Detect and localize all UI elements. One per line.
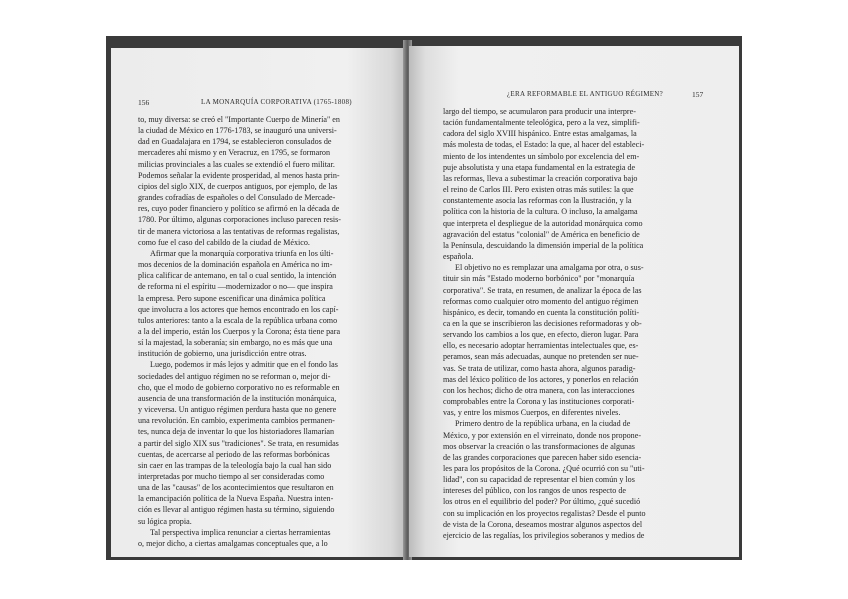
text-line: Tal perspectiva implica renunciar a ciertas herramientas <box>150 527 331 537</box>
right-page <box>409 46 739 557</box>
text-line: una revolución. En cambio, experimenta cambios permanen- <box>138 416 335 426</box>
text-line: interpretadas por mucho tiempo al ser consideradas como <box>138 472 325 481</box>
text-line: con los hechos; dicho de otra manera, con las interacciones <box>443 385 635 395</box>
text-line: que involucra a los actores que hemos encontrado en los capí- <box>138 304 339 314</box>
text-line: mas del léxico político de los actores, y ponerlos en relación <box>443 374 639 384</box>
text-line: lidad", con su capacidad de representar el bien común y los <box>443 475 635 485</box>
text-line: 1780. Por último, algunas corporaciones incluso parecen resis- <box>138 215 341 225</box>
text-line: sin caer en las trampas de la teleología bajo la cual han sido <box>138 460 332 470</box>
text-line: española. <box>443 252 474 262</box>
text-line: cadora del siglo XVIII hispánico. Entre estas amalgamas, la <box>443 129 637 139</box>
text-line: plica calificar de antemano, en tal o cual sentido, la intención <box>138 271 337 281</box>
text-line: intereses del público, con los rangos de unos respecto de <box>443 486 626 496</box>
running-head-left: LA MONARQUÍA CORPORATIVA (1765-1808) <box>201 98 352 106</box>
text-line: cho, que el modo de gobierno corporativo no es reformable en <box>138 382 340 392</box>
text-line: las reformas, lleva a subestimar la creación corporativa bajo <box>443 173 638 183</box>
text-line: grandes cofradías de españoles o del Consulado de Mercade- <box>138 193 336 203</box>
page-number-left: 156 <box>138 98 150 107</box>
text-line: mos observar la creación o las transformaciones de algunas <box>443 441 635 451</box>
text-line: mercaderes ahí mismo y en Veracruz, en 1795, se formaron <box>138 148 331 158</box>
text-line: cipios del siglo XIX, de cuerpos antiguos, por ejemplo, de las <box>138 181 338 191</box>
text-line: más molesta de todas, el Estado: la que, al hacer del estableci- <box>443 140 645 150</box>
text-line: largo del tiempo, se acumularon para producir una interpre- <box>443 107 636 116</box>
text-line: tación fundamentalmente teleológica, pero a la vez, simplifi- <box>443 118 640 128</box>
text-line: hispánico, es decir, tomando en cuenta la constitución políti- <box>443 307 640 317</box>
left-body-text <box>138 114 394 549</box>
text-line: los otros en el equilibrio del poder? Por último, ¿qué sucedió <box>443 497 641 507</box>
text-line: peramos, sean más adecuadas, aunque no pretenden ser nue- <box>443 352 639 362</box>
text-line: corporativa". Se trata, en resumen, de analizar la época de las <box>443 285 642 295</box>
text-line: tes, nunca deja de inventar lo que los historiadores llamarían <box>138 427 334 437</box>
text-line: res, cuyo poder financiero y político se afirmó en la década de <box>138 204 340 214</box>
text-line: vas, y entre los mismos Cuerpos, en diferentes niveles. <box>443 408 621 418</box>
text-line: a partir del siglo XIX sus "tradiciones". Se trata, en resumidas <box>138 438 339 448</box>
text-line: tituir sin más "Estado moderno borbónico" por "monarquía <box>443 274 635 284</box>
text-line: reformas como cualquier otro momento del antiguo régimen <box>443 296 639 306</box>
text-line: el reino de Carlos III. Pero existen otras más sutiles: la que <box>443 185 634 195</box>
text-line: una de las "causas" de los acontecimientos que resultaron en <box>138 483 334 493</box>
text-line: su lógica propia. <box>138 516 192 526</box>
page-number-right: 157 <box>692 90 704 99</box>
text-line: miento de los intendentes un símbolo por excelencia del em- <box>443 151 640 161</box>
text-line: vas. Se trata de utilizar, como hasta ahora, algunos paradig- <box>443 363 636 373</box>
text-line: to, muy diversa: se creó el "Importante Cuerpo de Minería" en <box>138 115 340 124</box>
left-page <box>111 48 406 557</box>
text-line: ejercicio de las regalías, los privilegios soberanos y medios de <box>443 530 645 540</box>
text-line: ausencia de una transformación de la institución monárquica, <box>138 393 337 403</box>
text-line: sí la majestad, la soberanía; sin embargo, no es más que una <box>138 338 333 348</box>
text-line: de reforma ni el espíritu —modernizador o no— que inspira <box>138 282 333 292</box>
text-line: Luego, podemos ir más lejos y admitir que en el fondo las <box>150 360 338 370</box>
text-line: El objetivo no es remplazar una amalgama por otra, o sus- <box>455 263 644 273</box>
text-line: milicias provinciales a las cuales se extendió el fuero militar. <box>138 159 335 169</box>
text-line: les para los propósitos de la Corona. ¿Qué ocurrió con su "uti- <box>443 464 645 473</box>
text-line: Afirmar que la monarquía corporativa triunfa en los últi- <box>150 248 334 258</box>
text-line: la emancipación política de la Nueva España. Nuestra inten- <box>138 494 334 504</box>
text-line: institución de gobierno, una jurisdicción entre otras. <box>138 349 307 359</box>
right-body-text <box>443 106 713 541</box>
text-line: mos decenios de la dominación española en América no im- <box>138 260 333 270</box>
text-line: la ciudad de México en 1776-1783, se inauguró una universi- <box>138 126 337 136</box>
text-line: comprobables entre la Corona y las instituciones corporati- <box>443 397 635 407</box>
text-line: Primero dentro de la república urbana, en la ciudad de <box>455 419 631 429</box>
text-line: tir de manera victoriosa a las tentativas de reformas regalistas, <box>138 226 340 236</box>
text-line: ción es llevar al antiguo régimen hasta su término, siguiendo <box>138 505 335 515</box>
text-line: cuentas, de acercarse al periodo de las reformas borbónicas <box>138 449 330 459</box>
text-line: que interpreta el despliegue de la autoridad monárquica como <box>443 218 643 228</box>
text-line: con su implicación en los proyectos regalistas? Desde el punto <box>443 508 646 518</box>
text-line: como fue el caso del cabildo de la ciudad de México. <box>138 237 310 247</box>
text-line: agravación del estatus "colonial" de América en beneficio de <box>443 229 640 239</box>
text-line: constantemente asocia las reformas con la Ilustración, y la <box>443 196 632 206</box>
text-line: Podemos señalar la evidente prosperidad, al menos hasta prin- <box>138 170 340 180</box>
text-line: la Península, descuidando la dimensión imperial de la política <box>443 240 644 250</box>
text-line: y viceversa. Un antiguo régimen perdura hasta que no genere <box>138 405 337 415</box>
text-line: ca en la que se inscribieron las decisiones reformadoras y ob- <box>443 318 642 328</box>
text-line: ello, es necesario adoptar herramientas intelectuales que, es- <box>443 341 639 351</box>
text-line: la empresa. Pero supone escenificar una dinámica política <box>138 293 326 303</box>
running-head-right: ¿ERA REFORMABLE EL ANTIGUO RÉGIMEN? <box>507 90 664 98</box>
text-line: dad en Guadalajara en 1794, se establecieron consulados de <box>138 137 332 147</box>
text-line: tulos anteriores: tanto a la escala de la república urbana como <box>138 315 338 325</box>
text-line: o, mejor dicho, a ciertas amalgamas conceptuales que, a lo <box>138 538 328 548</box>
text-line: política con la historia de la cultura. O incluso, la amalgama <box>443 207 638 217</box>
text-line: sociedades del antiguo régimen no se reforman o, mejor di- <box>138 371 331 381</box>
text-line: México, y por extensión en el virreinato, donde nos propone- <box>443 430 642 440</box>
text-line: servando los cambios a los que, en efecto, dieron lugar. Para <box>443 330 639 340</box>
text-line: de las grandes corporaciones que parecen haber sido esencia- <box>443 452 642 462</box>
text-line: puje absolutista y una etapa fundamental en la estrategia de <box>443 162 636 172</box>
text-line: a la del imperio, están los Cuerpos y la Corona; ésta tiene para <box>138 326 341 336</box>
text-line: de vista de la Corona, deseamos mostrar algunos aspectos del <box>443 519 643 529</box>
